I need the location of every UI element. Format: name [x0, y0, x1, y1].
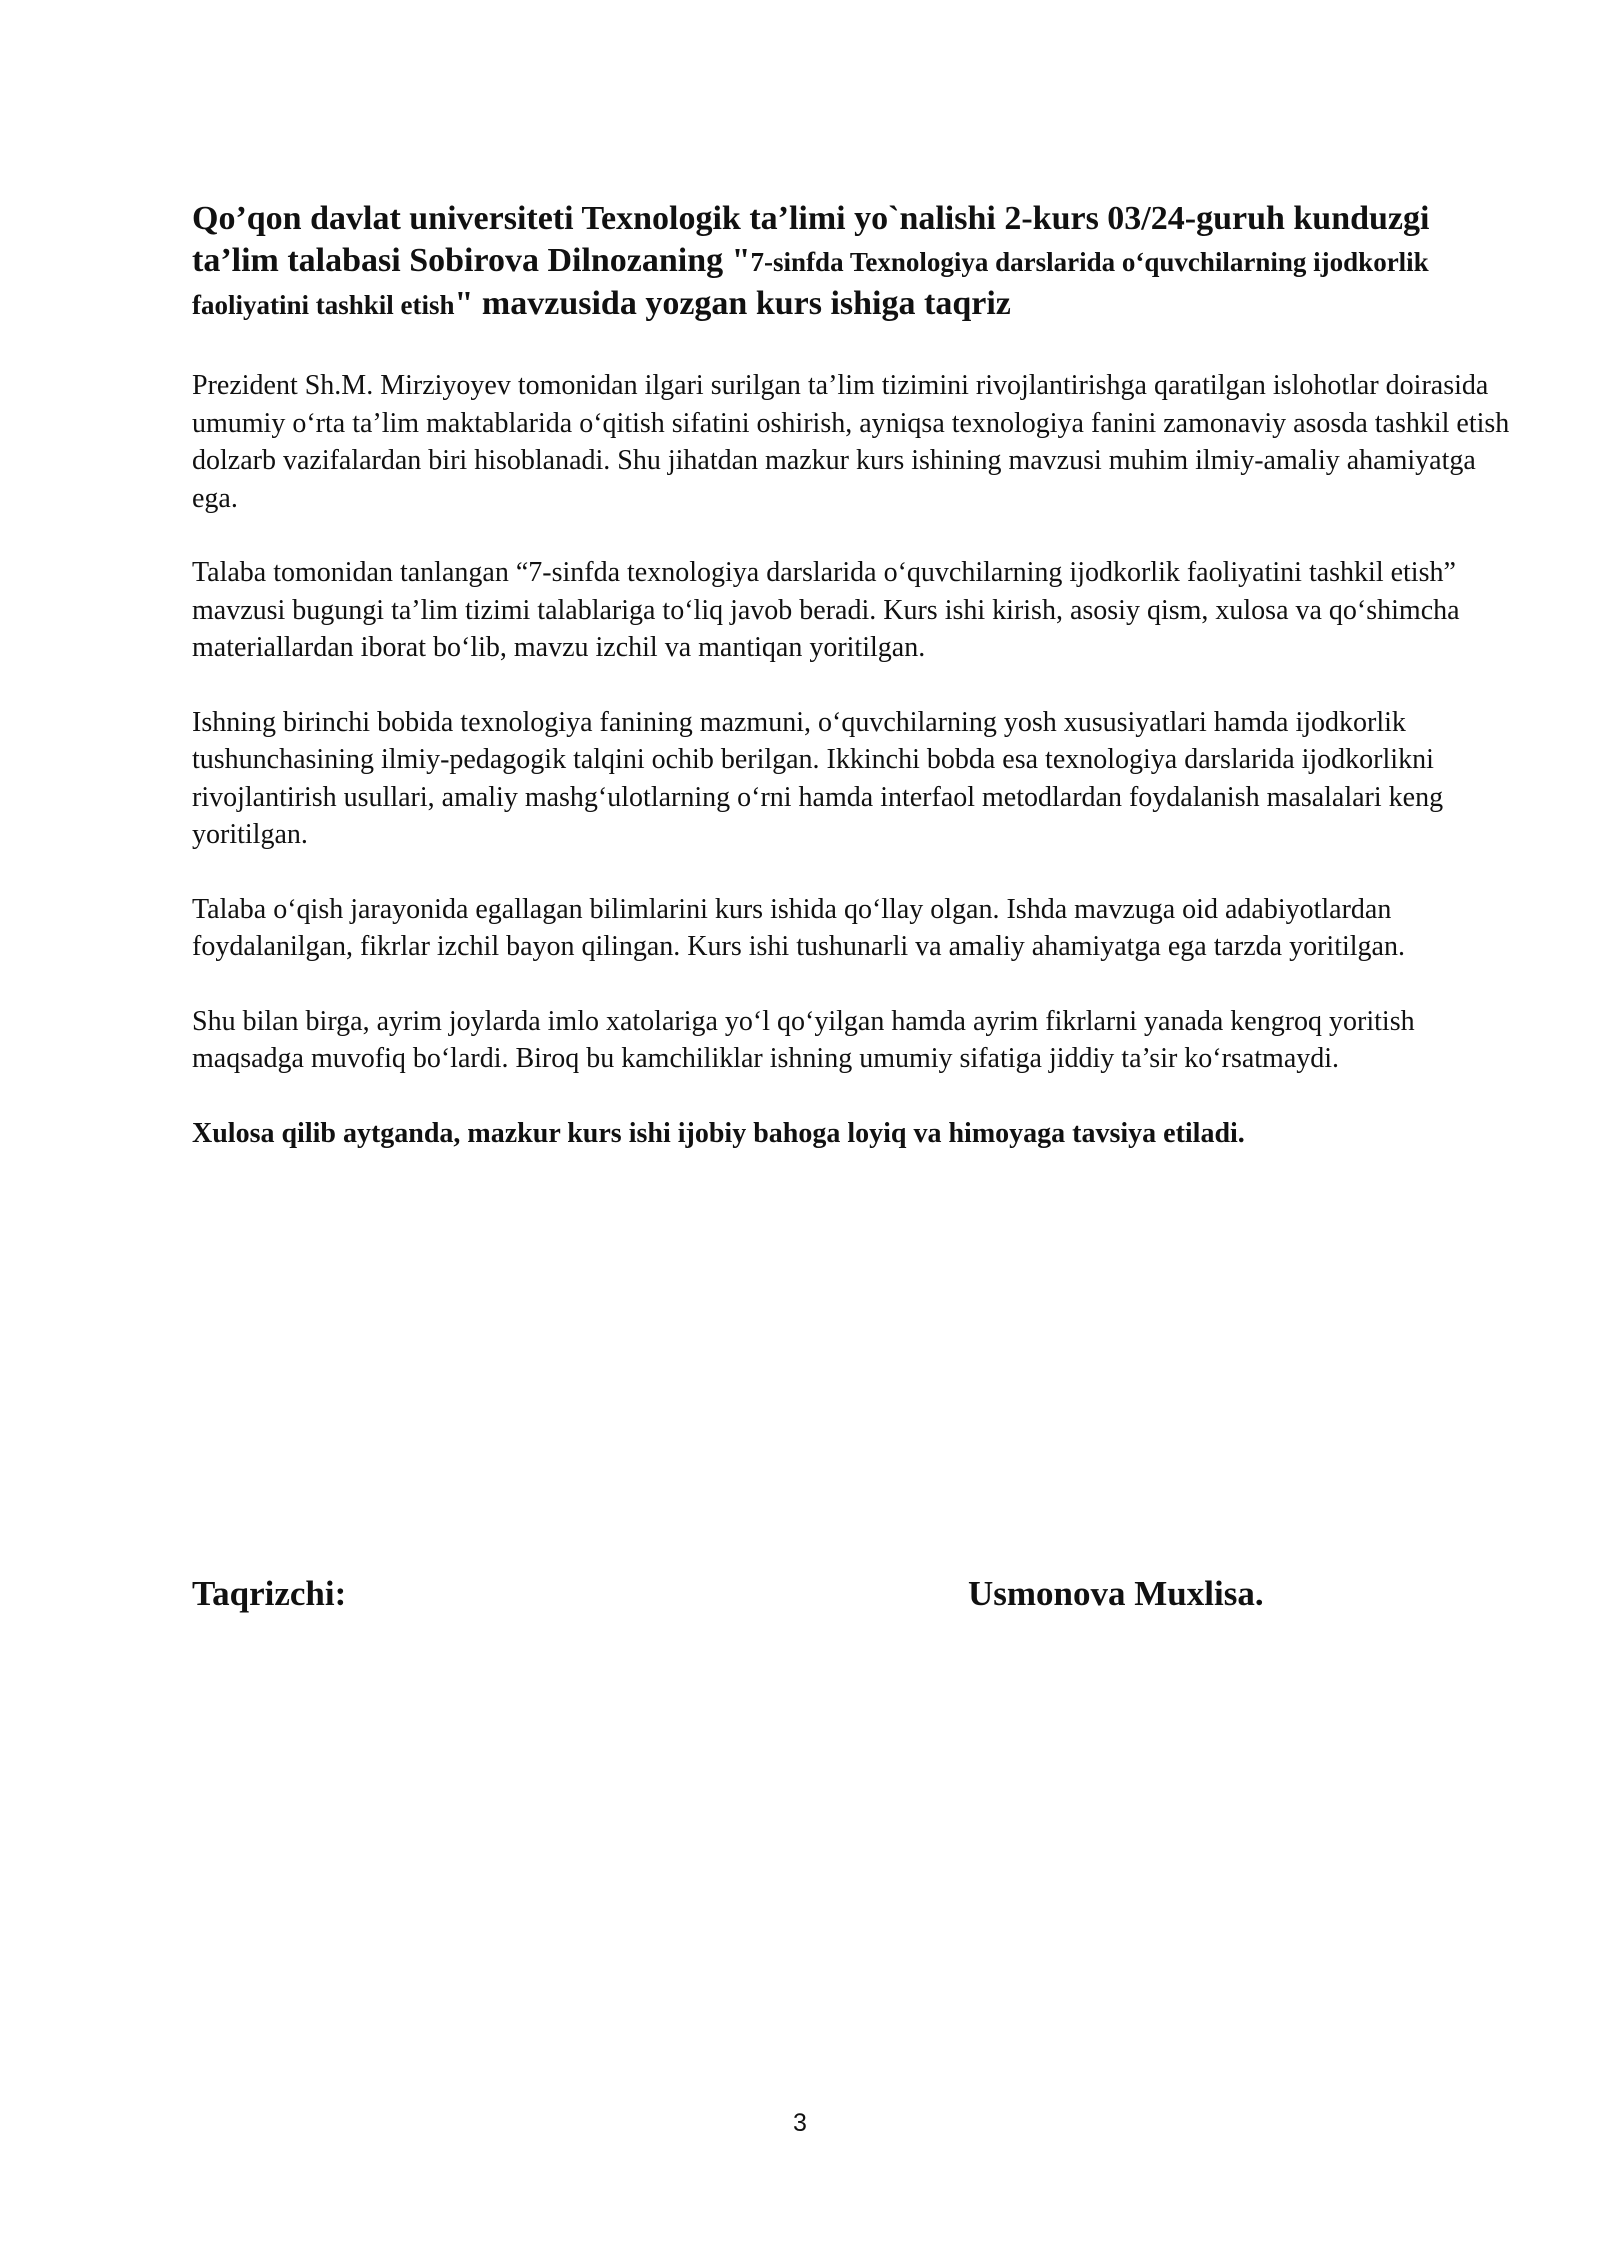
page-number: 3 [793, 2109, 807, 2137]
heading-intro: Qo’qon davlat universiteti Texnologik ta’limi yo`nalishi 2-kurs 03/24-guruh kunduzgi ta’lim talabasi Sobirova Dilnozaning " [192, 200, 1430, 279]
review-heading [192, 198, 1512, 326]
conclusion-paragraph: Xulosa qilib aytganda, mazkur kurs ishi ijobiy bahoga loyiq va himoyaga tavsiya etiladi. [192, 1117, 1245, 1149]
heading-outro: " mavzusida yozgan kurs ishiga taqriz [454, 285, 1011, 322]
paragraph-5: Shu bilan birga, ayrim joylarda imlo xatolariga yo‘l qo‘yilgan hamda ayrim fikrlarni yanada kengroq yoritish maqsadga muvofiq bo‘lardi. Biroq bu kamchiliklar ishning umumiy sifatiga jiddiy ta’sir ko‘rsatmaydi. [192, 1005, 1415, 1074]
paragraph-1: Prezident Sh.M. Mirziyoyev tomonidan ilgari surilgan ta’lim tizimini rivojlantirishga qaratilgan islohotlar doirasida umumiy o‘rta ta’lim maktablarida o‘qitish sifatini oshirish, ayniqsa texnologiya fanini zamonaviy asosda tashkil etish dolzarb vazifalardan biri hisoblanadi. Shu jihatdan mazkur kurs ishining mavzusi muhim ilmiy-amaliy ahamiyatga ega. [192, 370, 1510, 514]
paragraph-4: Talaba o‘qish jarayonida egallagan bilimlarini kurs ishida qo‘llay olgan. Ishda mavzuga oid adabiyotlardan foydalanilgan, fikrlar izchil bayon qilingan. Kurs ishi tushunarli va amaliy ahamiyatga ega tarzda yoritilgan. [192, 893, 1405, 962]
reviewer-label: Taqrizchi: [192, 1574, 347, 1613]
review-body [192, 367, 1522, 1189]
heading-topic: 7-sinfda Texnologiya darslarida o‘quvchilarning ijodkorlik faoliyatini tashkil etish [192, 247, 1429, 320]
reviewer-name: Usmonova Muxlisa. [968, 1574, 1264, 1613]
paragraph-2: Talaba tomonidan tanlangan “7-sinfda texnologiya darslarida o‘quvchilarning ijodkorlik faoliyatini tashkil etish” mavzusi bugungi ta’lim tizimi talablariga to‘liq javob beradi. Kurs ishi kirish, asosiy qism, xulosa va qo‘shimcha materiallardan iborat bo‘lib, mavzu izchil va mantiqan yoritilgan. [192, 557, 1460, 663]
paragraph-3: Ishning birinchi bobida texnologiya fanining mazmuni, o‘quvchilarning yosh xususiyatlari hamda ijodkorlik tushunchasining ilmiy-pedagogik talqini ochib berilgan. Ikkinchi bobda esa texnologiya darslarida ijodkorlikni rivojlantirish usullari, amaliy mashg‘ulotlarning o‘rni hamda interfaol metodlardan foydalanish masalalari keng yoritilgan. [192, 706, 1444, 850]
